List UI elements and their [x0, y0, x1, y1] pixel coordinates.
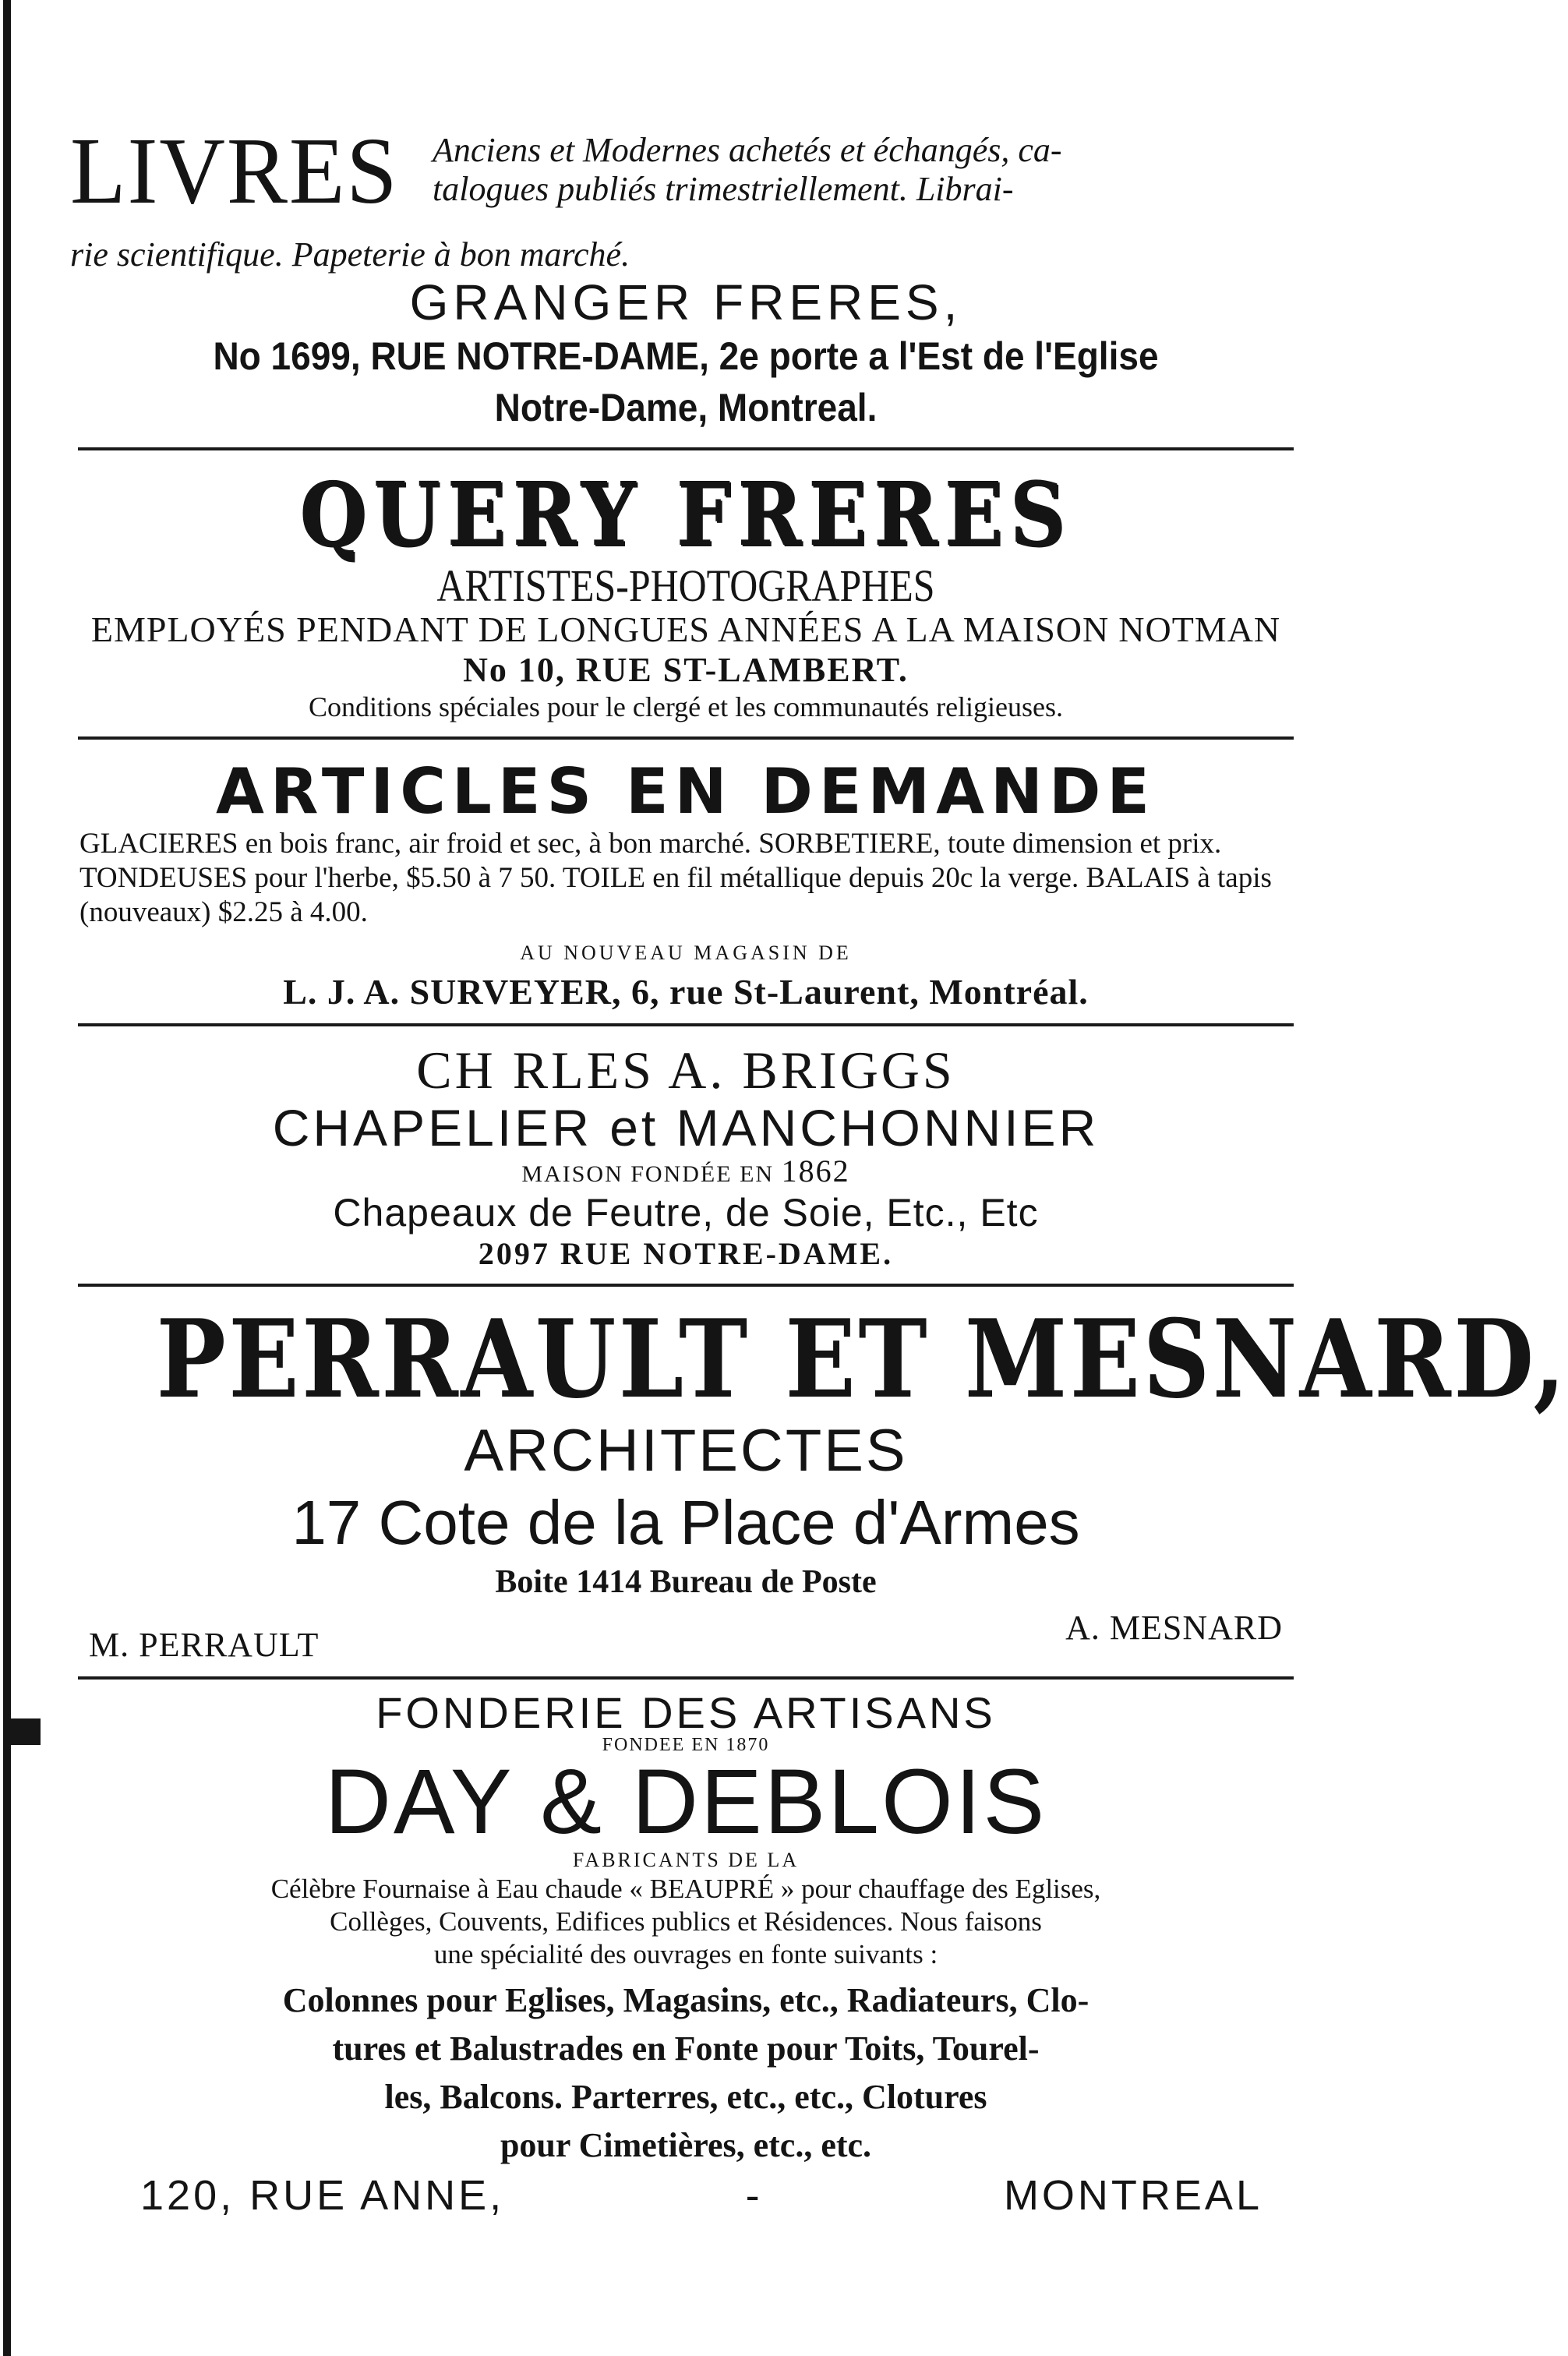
ad-day-makers: FABRICANTS DE LA [572, 1849, 800, 1871]
ad-day-products-1: Colonnes pour Eglises, Magasins, etc., Radiateurs, Clo- [282, 1981, 1089, 2019]
ad-granger-freres [70, 118, 1301, 447]
ad-granger-description [433, 131, 1062, 209]
ad-granger-address-1: No 1699, RUE NOTRE-DAME, 2e porte a l'Est de l'Eglise [213, 334, 1159, 378]
ad-query-address: No 10, RUE ST-LAMBERT. [463, 651, 909, 689]
ad-query-conditions: Conditions spéciales pour le clergé et les communautés religieuses. [308, 691, 1064, 722]
ad-surveyer-signature: L. J. A. SURVEYER, 6, rue St-Laurent, Montréal. [283, 972, 1089, 1012]
ad-briggs-name: CH RLES A. BRIGGS [416, 1040, 955, 1100]
ad-day-body-2: Collèges, Couvents, Edifices publics et Résidences. Nous faisons [330, 1906, 1042, 1937]
ad-surveyer [70, 740, 1301, 1023]
ad-briggs-address: 2097 RUE NOTRE-DAME. [478, 1236, 894, 1271]
ad-query-employed [70, 611, 1301, 651]
ad-briggs-established [70, 1153, 1301, 1190]
ad-day-body-1: Célèbre Fournaise à Eau chaude « BEAUPRÉ » pour chauffage des Eglises, [270, 1874, 1101, 1904]
ad-day-city: MONTREAL [1003, 2172, 1263, 2219]
ad-granger-firm: GRANGER FRERES, [409, 274, 962, 330]
ad-day-products-2: tures et Balustrades en Fonte pour Toits, Tourel- [332, 2029, 1040, 2068]
ad-day-name: DAY & DEBLOIS [324, 1750, 1047, 1853]
ad-granger-header [70, 118, 1301, 240]
ad-perrault-name: PERRAULT ET MESNARD, [156, 1295, 1568, 1422]
ad-briggs-established-year: 1862 [781, 1153, 850, 1189]
ad-perrault-profession: ARCHITECTES [464, 1418, 908, 1484]
ad-day-body-3: une spécialité des ouvrages en fonte suivants : [433, 1939, 938, 1969]
ad-day-deblois [70, 1680, 1301, 2220]
ad-surveyer-body: GLACIERES en bois franc, air froid et sec, à bon marché. SORBETIERE, toute dimension et prix. TONDEUSES pour l'herbe, $5.50 à 7 50. TOILE en fil métallique depuis 20c la verge. BALAIS à tapis (nouveaux) $2.25 à 4.00. [79, 828, 1272, 928]
ad-surveyer-title: ARTICLES EN DEMANDE [215, 755, 1157, 828]
ad-query-employed-text: EMPLOYÉS PENDANT DE LONGUES ANNÉES A LA MAISON [90, 609, 1110, 649]
advertisement-page [70, 118, 1568, 2220]
ad-day-heading: FONDERIE DES ARTISANS [376, 1688, 996, 1737]
ad-perrault-partner-right: A. MESNARD [1065, 1609, 1283, 1647]
ad-day-footer [70, 2164, 1301, 2220]
ad-briggs-products: Chapeaux de Feutre, de Soie, Etc., Etc [333, 1191, 1039, 1235]
ad-query-freres [70, 450, 1301, 736]
ad-granger-desc-line-1: Anciens et Modernes achetés et échangés, ca- [433, 131, 1062, 169]
ad-query-profession: ARTISTES-PHOTOGRAPHES [436, 560, 935, 611]
ad-surveyer-shop-intro: AU NOUVEAU MAGASIN DE [520, 941, 852, 964]
ad-briggs-profession: CHAPELIER et MANCHONNIER [272, 1099, 1100, 1157]
ad-day-founded: FONDEE EN 1870 [602, 1735, 770, 1755]
ad-perrault-partner-left: M. PERRAULT [89, 1626, 320, 1664]
page-left-border [3, 0, 11, 2356]
ad-query-employer: NOTMAN [1118, 609, 1281, 649]
ad-granger-headline: LIVRES [70, 118, 399, 224]
ad-query-name: QUERY FRERES [299, 464, 1072, 566]
ad-perrault-address: 17 Cote de la Place d'Armes [291, 1488, 1080, 1557]
ad-day-dash: - [745, 2172, 763, 2219]
ad-briggs [70, 1026, 1301, 1284]
ad-perrault-mesnard [70, 1287, 1568, 1676]
ad-day-products-3: les, Balcons. Parterres, etc., etc., Clotures [384, 2078, 987, 2116]
ad-perrault-post-box: Boite 1414 Bureau de Poste [495, 1564, 877, 1600]
ad-granger-desc-line-3: rie scientifique. Papeterie à bon marché. [70, 235, 630, 274]
ad-day-address: 120, RUE ANNE, [140, 2172, 505, 2219]
ad-granger-address-2: Notre-Dame, Montreal. [494, 386, 878, 429]
border-tab [3, 1718, 41, 1745]
ad-briggs-established-label: MAISON FONDÉE EN [521, 1161, 775, 1187]
ad-granger-desc-line-2: talogues publiés trimestriellement. Librai- [433, 170, 1014, 208]
ad-day-products-4: pour Cimetières, etc., etc. [500, 2126, 872, 2164]
ad-perrault-partners [70, 1603, 1301, 1665]
